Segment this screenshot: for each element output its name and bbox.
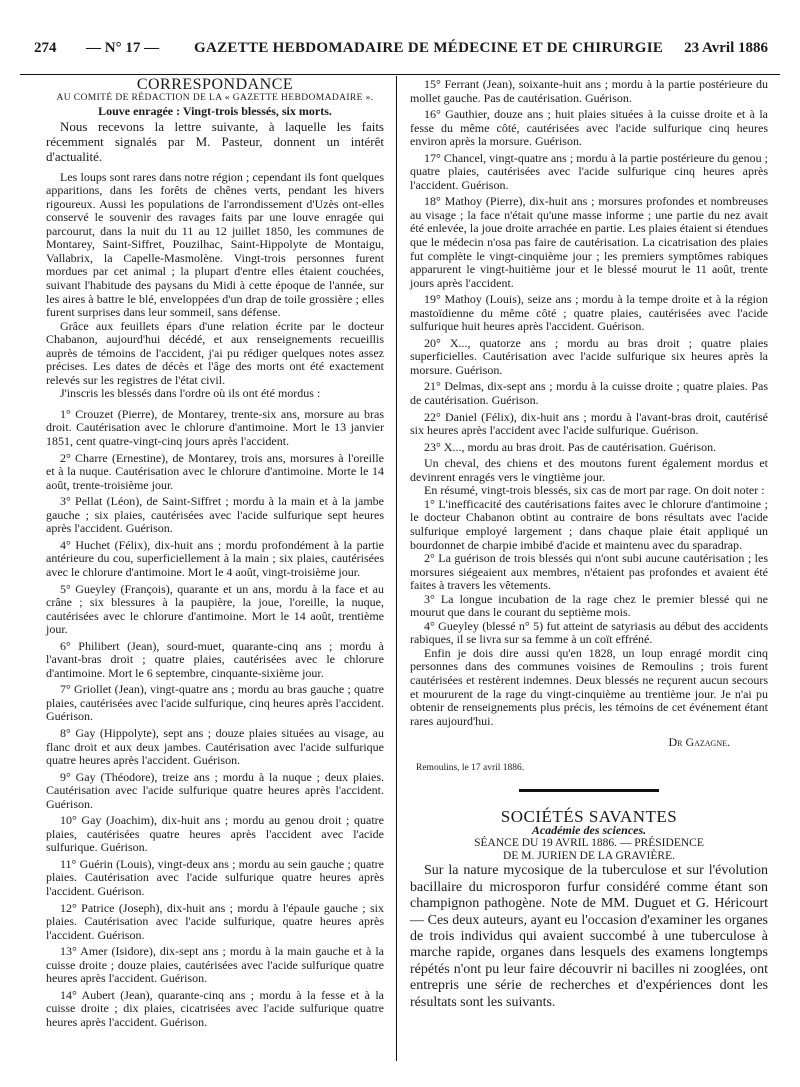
case-entry: 22° Daniel (Félix), dix-huit ans ; mordu à l'avant-bras droit, cautérisé six heures après l'accident avec l'acide sulfurique. Guérison. [410, 409, 768, 438]
case-entry: 10° Gay (Joachim), dix-huit ans ; mordu au genou droit ; quatre plaies, cautérisées quatre heures après l'accident avec l'acide sulfurique. Guérison. [46, 813, 384, 855]
case-entry: 14° Aubert (Jean), quarante-cinq ans ; mordu à la fesse et à la cuisse droite ; dix plaies, cicatrisées avec l'acide sulfurique quatre heures après l'accident. Guérison. [46, 987, 384, 1029]
section-title: SOCIÉTÉS SAVANTES [500, 807, 678, 827]
case-entry: 9° Gay (Théodore), treize ans ; mordu à la nuque ; deux plaies. Cautérisation avec l'acide sulfurique quatre heures après l'accident. Guérison. [46, 769, 384, 811]
article-heading: Louve enragée : Vingt-trois blessés, six morts. [98, 104, 332, 119]
paragraph: 2° La guérison de trois blessés qui n'ont subi aucune cautérisation ; les morsures siégeaient aux membres, n'étaient pas profondes et avaient été faites à travers les vêtements. [410, 551, 768, 593]
case-entry: 3° Pellat (Léon), de Saint-Siffret ; mordu à la main et à la jambe gauche ; six plaies, cautérisées avec l'acide sulfurique sept heures après l'accident. Guérison. [46, 494, 384, 536]
case-entry: 5° Gueyley (François), quarante et un ans, mordu à la face et au crâne ; six blessures à la paupière, la joue, l'oreille, la nuque, cautérisées avec le chlorure d'antimoine. Mort le 14 août, trentième jour. [46, 581, 384, 637]
section-subtitle: Académie des sciences. [531, 822, 647, 837]
section-title: CORRESPONDANCE [136, 76, 294, 93]
case-entry: 23° X..., mordu au bras droit. Pas de cautérisation. Guérison. [424, 439, 717, 454]
column-rule [396, 76, 397, 1061]
seance-heading [410, 837, 768, 863]
paragraph: J'inscris les blessés dans l'ordre où ils ont été mordus : [60, 386, 321, 401]
issue-number: — N° 17 — [86, 40, 160, 56]
paragraph: Grâce aux feuillets épars d'une relation écrite par le docteur Chabanon, aujourd'hui décédé, et aux renseignements recueillis auprès de témoins de l'accident, j'ai pu rédiger quelques notes assez précises. Les dates de décès et l'âge des morts ont été exactement relevés sur les registres de l'état civil. [46, 318, 384, 387]
left-column [46, 78, 384, 1029]
academy-note: Sur la nature mycosique de la tuberculose et sur l'évolution bacillaire du microsporon furfur considéré comme étant son champignon pathogène. Note de MM. Duguet et G. Héricourt — Ces deux auteurs, ayant eu l'occasion d'examiner les organes de trois individus qui avaient succombé à une tuberculose à marche rapide, organes dans lesquels des examens longtemps répétés n'ont pu leur faire découvrir ni bacilles ni zooglées, ont entrepris une série de recherches et d'expériences dont les résultats sont les suivants. [410, 863, 768, 1010]
case-entry: 4° Huchet (Félix), dix-huit ans ; mordu profondément à la partie antérieure du cou, superficiellement à la main ; six plaies, cautérisées avec le chlorure d'antimoine. Mort le 4 août, vingt-troisième jour. [46, 537, 384, 579]
case-entry: 15° Ferrant (Jean), soixante-huit ans ; mordu à la partie postérieure du mollet gauche. Pas de cautérisation. Guérison. [410, 77, 768, 105]
intro-paragraph: Nous recevons la lettre suivante, à laquelle les faits récemment signalés par M. Pasteur, donnent un intérêt d'actualité. [46, 118, 384, 164]
case-entry: 8° Gay (Hippolyte), sept ans ; douze plaies situées au visage, au flanc droit et aux deux jambes. Cautérisation avec l'acide sulfurique quatre heures après l'accident. Guérison. [46, 725, 384, 768]
case-entry: 12° Patrice (Joseph), dix-huit ans ; mordu à l'épaule gauche ; six plaies. Cautérisation avec l'acide sulfurique, quatre heures après l'accident. Guérison. [46, 900, 384, 942]
case-entry: 13° Amer (Isidore), dix-sept ans ; mordu à la main gauche et à la cuisse droite ; douze plaies, cautérisées avec l'acide sulfurique quatre heures après l'accident. Guérison. [46, 944, 384, 986]
issue-date: 23 Avril 1886 [684, 40, 768, 56]
case-entry: 11° Guérin (Louis), vingt-deux ans ; mordu au sein gauche ; quatre plaies. Cautérisation avec l'acide sulfurique quatre heures après l'accident. Guérison. [46, 856, 384, 898]
case-entry: 19° Mathoy (Louis), seize ans ; mordu à la tempe droite et à la région mastoïdienne du même côté ; quatre plaies, cautérisées avec l'acide sulfurique huit heures après l'accident. Guérison. [410, 292, 768, 334]
paragraph: 3° La longue incubation de la rage chez le premier blessé qui ne mourut que dans le courant du septième mois. [410, 591, 768, 620]
right-column [410, 78, 768, 1011]
case-entry: 21° Delmas, dix-sept ans ; mordu à la cuisse droite ; quatre plaies. Pas de cautérisation. Guérison. [410, 379, 768, 408]
case-entry: 17° Chancel, vingt-quatre ans ; mordu à la partie postérieure du genou ; quatre plaies, cautérisées avec l'acide sulfurique cinq heures après l'accident. Guérison. [410, 150, 768, 192]
journal-title: GAZETTE HEBDOMADAIRE DE MÉDECINE ET DE CHIRURGIE [194, 40, 664, 56]
paragraph: Enfin je dois dire aussi qu'en 1828, un loup enragé mordit cinq personnes dans des communes voisines de Remoulins ; trois furent cautérisées et restèrent indemnes. Deux blessés ne reçurent aucun secours et moururent de la rage du vingt-cinquième au trentième jour. Je n'ai pu obtenir de renseignements plus précis, les témoins de cet événement étant rares aujourd'hui. [410, 645, 768, 728]
place-date: Remoulins, le 17 avril 1886. [416, 762, 525, 773]
paragraph: En résumé, vingt-trois blessés, six cas de mort par rage. On doit noter : [424, 483, 765, 498]
seance-line-1: SÉANCE DU 19 AVRIL 1886. — PRÉSIDENCE [474, 837, 704, 850]
case-entry: 7° Griollet (Jean), vingt-quatre ans ; mordu au bras gauche ; quatre plaies, cautérisées avec l'acide sulfurique, cinq heures après l'accident. Guérison. [46, 682, 384, 724]
page-number: 274 [34, 40, 57, 56]
case-entry: 16° Gauthier, douze ans ; huit plaies situées à la cuisse droite et à la fesse du même côté, cautérisées avec l'acide sulfurique cinq heures environ après la morsure. Guérison. [410, 107, 768, 149]
paragraph: Les loups sont rares dans notre région ; cependant ils font quelques apparitions, dans les forêts de chênes verts, pendant les hivers rigoureux. Aussi les populations de l'arrondissement d'Uzès ont-elles conservé le souvenir des ravages faits par une louve enragée qui parcourut, dans la nuit du 11 au 12 juillet 1850, les communes de Montarey, Saint-Siffret, Pouzilhac, Saint-Hippolyte de Montaigu, Vallabrix, la Capelle-Masmolène. Vingt-trois personnes furent mordues par cet animal ; la plupart d'entre elles étaient couchées, suivant l'habitude des paysans du Midi à cette époque de l'année, sur les aires à battre le blé, enveloppées d'un drap de toile grossière ; elles furent surprises dans leur sommeil, sans défense. [46, 169, 384, 320]
case-entry: 2° Charre (Ernestine), de Montarey, trois ans, morsures à l'oreille et à la nuque. Cautérisation avec le chlorure d'antimoine. Morte le 14 août, trente-troisième jour. [46, 450, 384, 492]
section-divider [519, 789, 659, 792]
section-subtitle: AU COMITÉ DE RÉDACTION DE LA « GAZETTE HEBDOMADAIRE ». [56, 92, 374, 103]
case-entry: 20° X..., quatorze ans ; mordu au bras droit ; quatre plaies superficielles. Cautérisation avec l'acide sulfurique six heures après la morsure. Guérison. [410, 335, 768, 377]
paragraph: Un cheval, des chiens et des moutons furent également mordus et devinrent enragés vers le vingtième jour. [410, 456, 768, 484]
paragraph: 1° L'inefficacité des cautérisations faites avec le chlorure d'antimoine ; le docteur Chabanon obtint au contraire de bons résultats avec l'acide sulfurique employé largement ; dans chaque plaie était appliqué un bourdonnet de charpie imbibé d'acide et maintenu avec du sparadrap. [410, 496, 768, 552]
seance-line-2: DE M. JURIEN DE LA GRAVIÈRE. [503, 850, 675, 863]
running-header [20, 30, 780, 75]
signature: Dr Gazagne. [668, 735, 730, 750]
case-entry: 1° Crouzet (Pierre), de Montarey, trente-six ans, morsure au bras droit. Cautérisation avec le chlorure d'antimoine. Mort le 13 janvier 1851, cent quatre-vingt-cinq jours après l'accident. [46, 406, 384, 449]
case-entry: 6° Philibert (Jean), sourd-muet, quarante-cinq ans ; mordu à l'avant-bras droit ; quatre plaies, cautérisées avec le chlorure d'antimoine. Mort le 6 septembre, cinquante-sixième jour. [46, 638, 384, 680]
paragraph: 4° Gueyley (blessé n° 5) fut atteint de satyriasis au début des accidents rabiques, il se livra sur sa femme à un coït effréné. [410, 618, 768, 647]
case-entry: 18° Mathoy (Pierre), dix-huit ans ; morsures profondes et nombreuses au visage ; la face n'était qu'une masse informe ; une partie du nez avait été enlevée, la joue droite arrachée en partie. Les plaies étaient si étendues que le médecin n'osa pas faire de cautérisation. La cicatrisation des plaies fut complète le vingt-cinquième jour ; les premiers symptômes rabiques apparurent le vingt-huitième jour et le blessé mourut le 11 août, trente jours après l'accident. [410, 194, 768, 290]
